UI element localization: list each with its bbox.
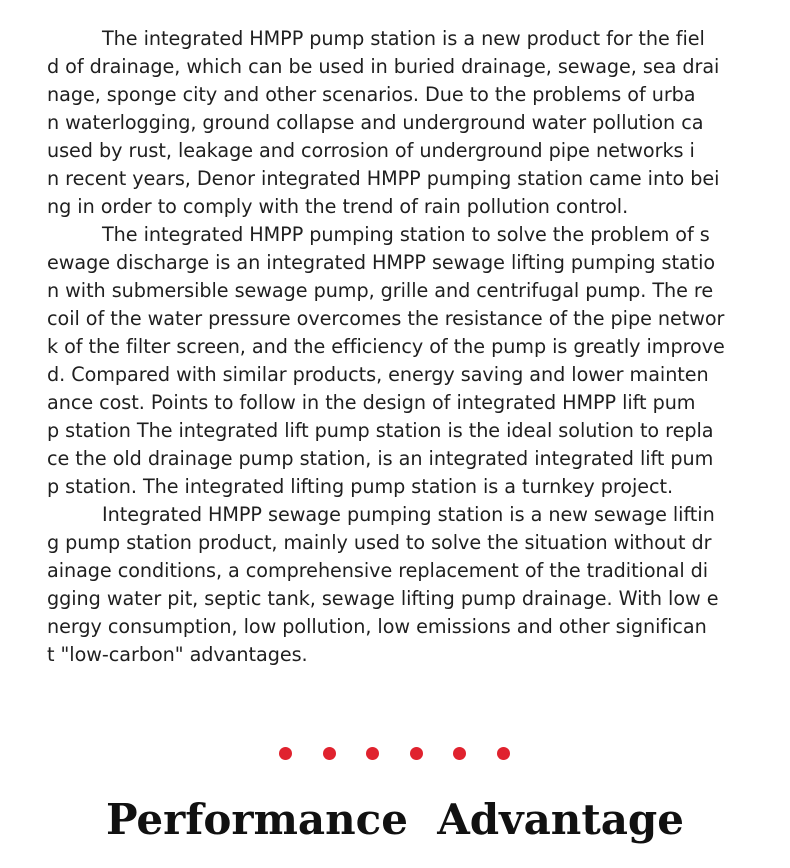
paragraph-line: ainage conditions, a comprehensive replacement of the traditional di [47,559,709,582]
section-heading: Performance Advantage [105,795,685,844]
paragraph-line: Integrated HMPP sewage pumping station is a new sewage liftin [102,503,715,526]
decorative-dot [323,747,336,760]
paragraph-line: The integrated HMPP pump station is a new product for the fiel [102,27,705,50]
paragraph-line: coil of the water pressure overcomes the resistance of the pipe networ [47,307,725,330]
paragraph-line: n with submersible sewage pump, grille and centrifugal pump. The re [47,279,714,302]
paragraph-line: d of drainage, which can be used in buried drainage, sewage, sea drai [47,55,720,78]
paragraph-line: g pump station product, mainly used to solve the situation without dr [47,531,712,554]
paragraph-line: p station The integrated lift pump station is the ideal solution to repla [47,419,714,442]
paragraph-line: used by rust, leakage and corrosion of underground pipe networks i [47,139,695,162]
decorative-dot [410,747,423,760]
decorative-dot [497,747,510,760]
paragraph-line: gging water pit, septic tank, sewage lifting pump drainage. With low e [47,587,719,610]
paragraph-line: nergy consumption, low pollution, low emissions and other significan [47,615,707,638]
decorative-dot [453,747,466,760]
paragraph-line: d. Compared with similar products, energy saving and lower mainten [47,363,709,386]
decorative-dot [279,747,292,760]
paragraph-line: ance cost. Points to follow in the design of integrated HMPP lift pum [47,391,696,414]
paragraph-line: k of the filter screen, and the efficiency of the pump is greatly improve [47,335,725,358]
paragraph-line: ng in order to comply with the trend of rain pollution control. [47,195,629,218]
paragraph-line: ewage discharge is an integrated HMPP sewage lifting pumping statio [47,251,716,274]
paragraph-line: ce the old drainage pump station, is an integrated integrated lift pum [47,447,714,470]
paragraph-line: n recent years, Denor integrated HMPP pumping station came into bei [47,167,720,190]
decorative-dot [366,747,379,760]
article-body [47,25,747,669]
paragraph-line: The integrated HMPP pumping station to solve the problem of s [102,223,710,246]
paragraph-line: p station. The integrated lifting pump station is a turnkey project. [47,475,674,498]
decorative-dots [279,747,510,761]
paragraph-line: n waterlogging, ground collapse and underground water pollution ca [47,111,704,134]
paragraph-line: t "low-carbon" advantages. [47,643,308,666]
paragraph-line: nage, sponge city and other scenarios. Due to the problems of urba [47,83,696,106]
